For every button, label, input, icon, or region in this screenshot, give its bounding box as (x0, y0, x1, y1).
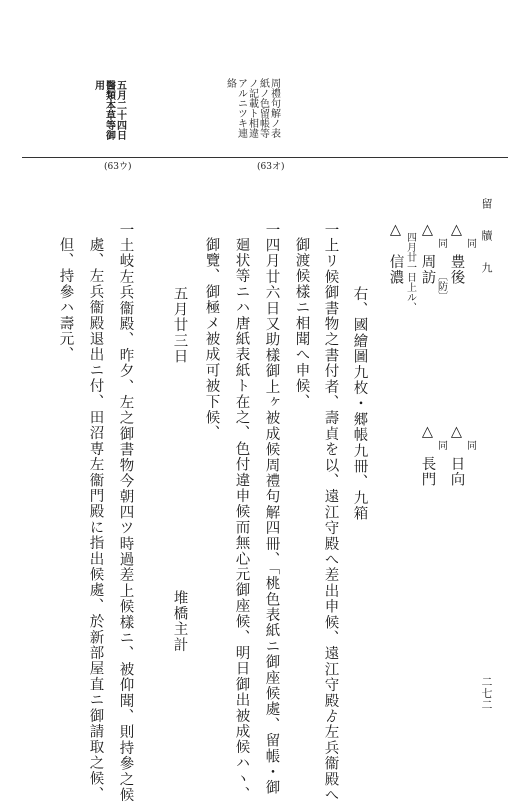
page-number: 二七二 (480, 676, 493, 711)
text-line-6: 一土岐左兵衞殿、昨夕、左之御書物今朝四ツ時過差上候樣ニ、被仰聞、則持參之候 (117, 222, 134, 803)
recipient-mark-1: △ (448, 222, 465, 240)
recipient-mark-4: △ (448, 424, 465, 442)
text-line-4: 廻状等ニハ唐紙表紙ト在之、色付違申候而無心元御座候、明日御出被成候ハヽ、 (233, 237, 250, 803)
note-col-2: 紙ノ色留帳等 (257, 78, 269, 138)
recipient-same-4: 同 (464, 440, 476, 450)
recipient-date-3: 四月廿一日上ル、 (404, 232, 416, 312)
letter-signer: 堆橋主計 (171, 590, 188, 653)
running-title: 留 牘 九 (480, 198, 493, 277)
text-line-5: 御覽、御極メ被成可被下候、 (203, 237, 220, 442)
recipient-same-5: 同 (435, 440, 447, 450)
recipient-mark-5: △ (419, 424, 436, 442)
recipient-name-2: 周訪 (419, 254, 436, 286)
folio-ref-right: (63オ) (257, 162, 285, 172)
recipient-same-2: 同 (435, 238, 447, 248)
recipient-name-5: 長門 (419, 456, 436, 488)
letter-date: 五月廿三日 (171, 286, 188, 365)
recipient-name-1: 豊後 (448, 254, 465, 286)
text-line-3: 一四月廿六日又助樣御上ヶ被成候周禮句解四冊、「桃色表紙ニ御座候處、留帳・御 (263, 222, 280, 796)
note-date-3: 用 (92, 80, 104, 90)
recipient-same-1: 同 (464, 238, 476, 248)
text-line-2: 御渡候樣ニ相聞へ申候、 (293, 237, 310, 410)
note-date-2: 醫類本草等御 (103, 80, 115, 140)
recipient-name-4: 日向 (448, 456, 465, 488)
text-line-7: 處、左兵衞殿退出ニ付、田沼専左衞門殿に指出候處、於新部屋直ニ御請取之候、 (87, 237, 104, 803)
recipient-mark-3: △ (387, 222, 404, 240)
note-date: 五月二十四日 (114, 80, 126, 140)
recipient-annotation-2: 〔防〕 (435, 271, 447, 301)
text-line-8: 但、持參ハ壽元、 (57, 237, 74, 363)
divider-rule (22, 157, 508, 158)
note-col-5: 絡 (224, 78, 236, 88)
recipient-mark-2: △ (419, 222, 436, 240)
note-col-3: ノ記載ト相違 (246, 78, 258, 138)
note-col-4: アルニツキ連 (235, 78, 247, 138)
list-title: 右、國繪圖九枚・郷帳九冊、九箱 (351, 286, 368, 522)
note-col-1: 周禮句解ノ表 (268, 78, 280, 138)
text-line-1: 一上リ候御書物之書付者、壽貞を以、遠江守殿へ差出申候、遠江守殿ゟ左兵衞殿へ (322, 222, 339, 803)
recipient-name-3: 信濃 (387, 254, 404, 286)
folio-ref-left: (63ウ) (104, 162, 132, 172)
